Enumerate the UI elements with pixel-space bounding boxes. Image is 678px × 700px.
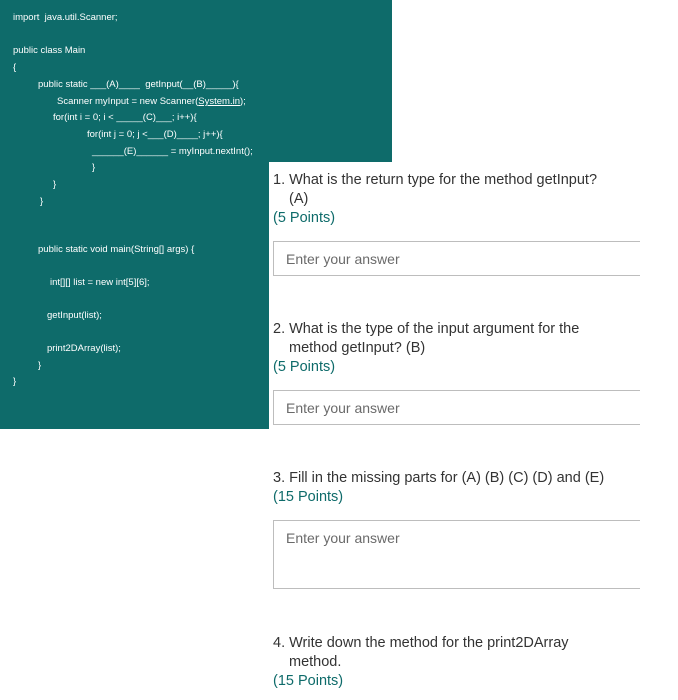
question-2-text [273, 320, 633, 358]
code-scanner-suffix: ); [239, 96, 246, 107]
question-2-line2: method getInput? (B) [289, 340, 426, 356]
code-line-inner-for: for(int j = 0; j <___(D)____; j++){ [87, 129, 223, 140]
code-line-close-outer: } [53, 179, 57, 190]
question-4 [273, 634, 633, 691]
code-line-assignment: ______(E)______ = myInput.nextInt(); [92, 146, 253, 157]
question-3-text [273, 469, 653, 488]
code-line-import: import java.util.Scanner; [13, 12, 118, 23]
question-1-line1: 1. What is the return type for the method getInput? [273, 172, 598, 188]
question-1-placeholder: Enter your answer [286, 251, 400, 267]
question-3-placeholder: Enter your answer [286, 530, 400, 546]
question-2 [273, 320, 633, 377]
code-line-print-call: print2DArray(list); [47, 343, 121, 354]
question-1 [273, 171, 633, 228]
question-3-answer-textarea[interactable] [273, 520, 640, 589]
question-4-points: (15 Points) [273, 673, 344, 689]
code-line-open-brace: { [13, 62, 17, 73]
question-2-line1: 2. What is the type of the input argument for the [273, 321, 580, 337]
question-2-placeholder: Enter your answer [286, 400, 400, 416]
question-1-text [273, 171, 633, 209]
question-3 [273, 469, 653, 507]
code-system-in: System.in [198, 96, 240, 107]
code-line-close-method: } [40, 196, 44, 207]
question-3-points: (15 Points) [273, 489, 344, 505]
question-2-points: (5 Points) [273, 359, 336, 375]
question-2-answer-input[interactable] [273, 390, 640, 425]
code-line-outer-for: for(int i = 0; i < _____(C)___; i++){ [53, 112, 197, 123]
question-4-line2: method. [289, 654, 342, 670]
question-1-answer-input[interactable] [273, 241, 640, 276]
code-line-scanner [57, 96, 246, 108]
question-4-text [273, 634, 633, 672]
question-4-line1: 4. Write down the method for the print2DArray [273, 635, 569, 651]
code-line-class: public class Main [13, 45, 86, 56]
question-1-points: (5 Points) [273, 210, 336, 226]
question-1-line2: (A) [289, 191, 309, 207]
code-line-close-inner: } [92, 162, 96, 173]
code-line-getinput-call: getInput(list); [47, 310, 102, 321]
code-line-main-signature: public static void main(String[] args) { [38, 244, 195, 255]
code-line-close-class: } [13, 376, 17, 387]
code-line-close-main: } [38, 360, 42, 371]
code-line-list-declaration: int[][] list = new int[5][6]; [50, 277, 150, 288]
code-line-getinput-signature: public static ___(A)____ getInput(__(B)_____){ [38, 79, 239, 90]
code-scanner-prefix: Scanner myInput = new Scanner( [57, 96, 199, 107]
question-3-line1: 3. Fill in the missing parts for (A) (B) (C) (D) and (E) [273, 470, 605, 486]
